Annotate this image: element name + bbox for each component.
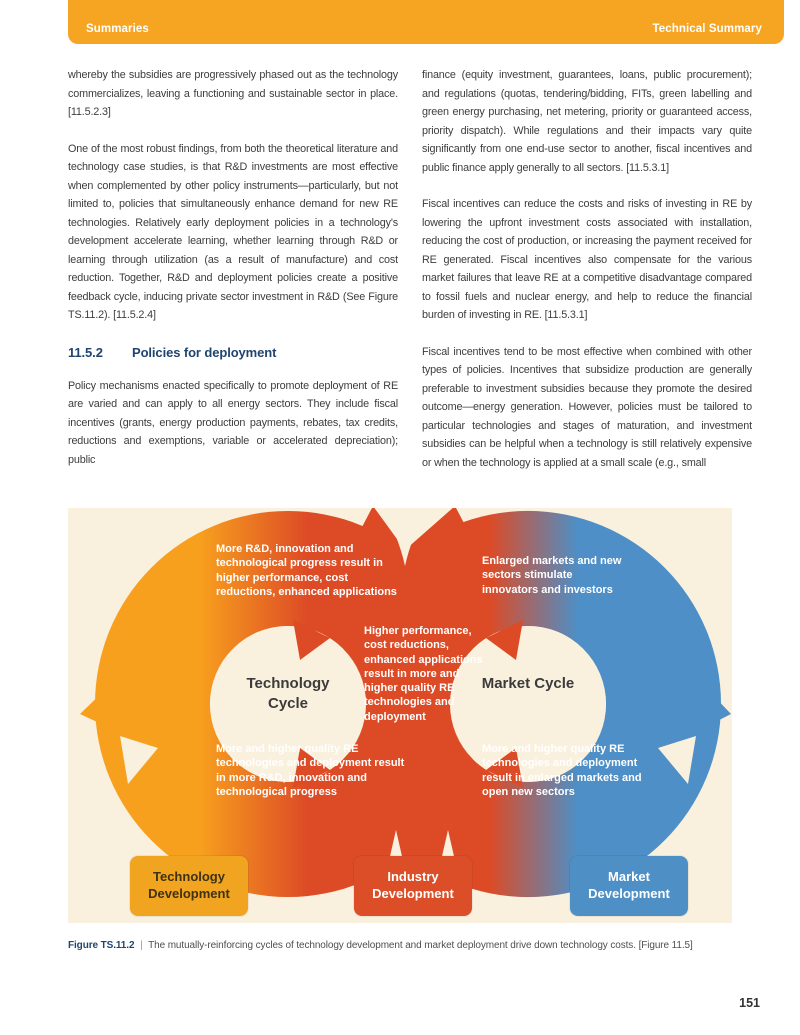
figure-label-bottom-left: More and higher quality RE technologies and deployment result in more R&D, innovation and technological progress	[216, 743, 405, 798]
market-development-box	[570, 856, 688, 916]
industry-development-box	[354, 856, 472, 916]
technology-development-label: Technology Development	[148, 869, 230, 901]
figure-label-center: Higher performance, cost reductions, enhanced applications result in more and higher quality RE technologies and deployment	[364, 625, 483, 723]
section-heading	[68, 345, 398, 360]
technology-cycle-label: Technology Cycle	[246, 675, 330, 713]
section-title: Policies for deployment	[132, 344, 277, 360]
caption-label: Figure TS.11.2	[68, 940, 135, 951]
right-column	[422, 66, 752, 490]
caption-separator: |	[140, 940, 143, 951]
paragraph: Policy mechanisms enacted specifically to promote deployment of RE are varied and can apply to all energy sectors. They include fiscal incentives (grants, energy production payments, rebates, tax credits, reductions and exemptions, variable or accelerated depreciation); public	[68, 379, 398, 466]
header-section-right: Technical Summary	[652, 23, 762, 35]
technology-development-box	[130, 856, 248, 916]
figure-label-bottom-right: More and higher quality RE technologies and deployment result in enlarged markets and open new sectors	[482, 743, 642, 798]
header-section-left: Summaries	[86, 23, 149, 35]
page-header	[68, 0, 784, 44]
paragraph: finance (equity investment, guarantees, loans, public procurement); and regulations (quotas, tendering/bidding, FITs, green labelling and green energy purchasing, net metering, priority or guaranteed access, priority dispatch). While regulations and their impacts vary quite significantly from one end-use sector to another, fiscal incentives and public finance apply generally to all sectors. [11.5.3.1]	[422, 69, 752, 174]
market-cycle-label: Market Cycle	[481, 675, 575, 692]
caption-text: The mutually-reinforcing cycles of technology development and market deployment drive down technology costs. [Figure 11.5]	[148, 940, 693, 951]
paragraph: Fiscal incentives can reduce the costs and risks of investing in RE by lowering the upfront investment costs associated with installation, reducing the cost of production, or increasing the payment received for RE generated. Fiscal incentives also compensate for the various market failures that leave RE at a competitive disadvantage compared to fossil fuels and nuclear energy, and help to reduce the financial burden of investing in RE. [11.5.3.1]	[422, 198, 752, 321]
section-number: 11.5.2	[68, 344, 103, 360]
figure-label-top-right: Enlarged markets and new sectors stimulate innovators and investors	[482, 555, 622, 596]
page-number: 151	[739, 996, 760, 1010]
paragraph: Fiscal incentives tend to be most effective when combined with other types of policies. Incentives that subsidize production are generally preferable to investment subsidies because they promote the desired outcome—energy generation. However, policies must be tailored to particular technologies and stages of maturation, and investment subsidies can be helpful when a technology is still relatively expensive or when the technology is applied at a small scale (e.g., small	[422, 345, 752, 469]
paragraph: whereby the subsidies are progressively phased out as the technology commercializes, leaving a functioning and sustainable sector in place. [11.5.2.3]	[68, 69, 398, 118]
paragraph: One of the most robust findings, from both the theoretical literature and technology case studies, is that R&D investments are most effective when complemented by other policy instruments—particularly, but not limited to, policies that simultaneously enhance demand for new RE technologies. Relatively early deployment policies in a technology's development accelerate learning, whether learning through R&D or learning through utilization (as a result of manufacture) and cost reduction. Together, R&D and deployment policies create a positive feedback cycle, inducing private sector investment in R&D (See Figure TS.11.2). [11.5.2.4]	[68, 142, 398, 321]
figure-ts-11-2	[68, 508, 732, 923]
industry-development-label: Industry Development	[372, 869, 454, 901]
left-column	[68, 66, 398, 490]
body-columns	[68, 66, 752, 490]
figure-caption	[68, 939, 740, 953]
figure-label-top-left: More R&D, innovation and technological progress result in higher performance, cost reductions, enhanced applications	[216, 543, 397, 598]
market-development-label: Market Development	[588, 869, 670, 901]
